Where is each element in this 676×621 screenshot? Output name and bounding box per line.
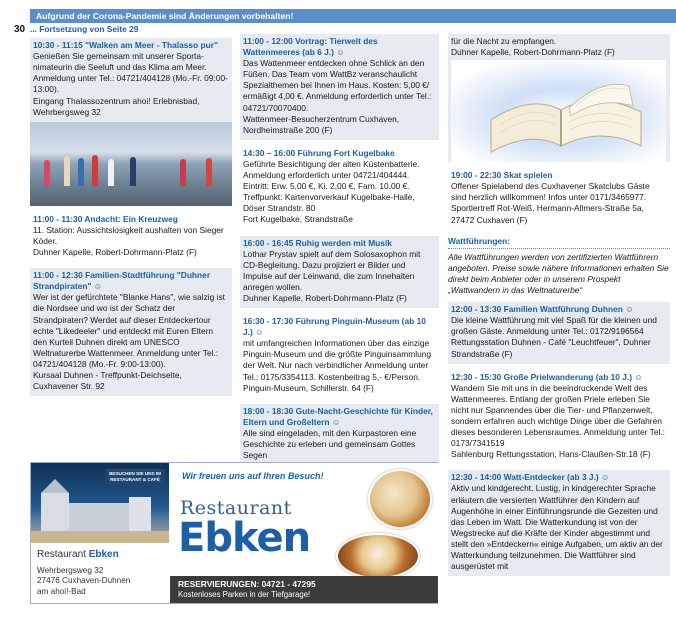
event-body: Das Wattenmeer entdecken ohne Schlick an den Füßen. Das Team vom WattBz veranschaulicht Spezialthemen bei Ihnen im Haus. Kosten: 5,00 €/ ermäßigt 4,00 €. Anmeldung erforderlich unter Tel.: 04721/70070400. xyxy=(243,58,432,113)
event-location: Rettungsstation Duhnen - Café "Leuchtfeuer", Duhner Strandstraße (F) xyxy=(451,337,651,359)
smiley-icon: ☺ xyxy=(336,47,345,58)
ad-visit-badge: BESUCHEN SIE UNS IM RESTAURANT & CAFÉ xyxy=(105,469,165,485)
event-title: 19:00 - 22:30 Skat spielen xyxy=(451,170,553,181)
event-location: Eingang Thalassozentrum ahoi! Erlebnisbad, Wehrbergsweg 32 xyxy=(33,95,200,117)
continued-note: ... Fortsetzung von Seite 29 xyxy=(30,24,139,34)
event-andacht xyxy=(30,212,232,262)
smiley-icon: ☺ xyxy=(255,327,264,338)
event-location: Kursaal Duhnen - Treffpunkt-Deichseite, Cuxhavener Str. 92 xyxy=(33,369,182,392)
event-location: Sahlenburg Rettungsstation, Hans-Claußen-Str.18 (F) xyxy=(451,449,651,460)
smiley-icon: ☺ xyxy=(625,304,634,315)
smiley-icon: ☺ xyxy=(93,281,103,292)
event-body: Wer ist der gefürchtete "Blanke Hans", wie salzig ist die Nordsee und wo ist der Schatz der Strandpiraten? Werdet auf dieser Entdeckertour echte "Likedeeler" und entdeckt mit Euren Eltern den Kurteil Duhnen direkt am UNESCO Weltnaturerbe Wattenmeer. Anmeldung unter Tel.: 04721/404128 (Mo.-Fr. 9:00-13:00). xyxy=(33,292,225,369)
ad-logo-ebken: Ebken xyxy=(178,515,311,561)
event-body: Genießen Sie gemeinsam mit unserer Sporta-nimateurin die Seeluft und das Klima am Meer. Anmeldung unter Tel.: 04721/404128 (Mo.-Fr. 09:00-13:00). xyxy=(33,51,228,95)
event-skat xyxy=(448,168,670,229)
event-body: mit umfangreichen Informationen über das einzige Pinguin-Museum und die größte Pinguinsammlung der Welt. Nur nach verbindlicher Anmeldung unter Tel.: 0175/3354113. Kostenbeitrag 5,- €/Person. xyxy=(243,338,432,382)
open-book-illustration xyxy=(451,60,666,162)
restaurant-ebken-ad xyxy=(30,462,438,604)
event-location: Duhner Kapelle, Robert-Dohrmann-Platz (F) xyxy=(451,47,615,58)
smiley-icon: ☺ xyxy=(634,371,643,382)
event-title: 18:00 - 18:30 Gute-Nacht-Geschichte für Kinder, Eltern und Großeltern ☺ xyxy=(243,405,433,427)
open-book-icon xyxy=(451,60,666,162)
column-3 xyxy=(448,24,670,582)
event-title: 12:30 - 14:00 Watt-Entdecker (ab 3 J.) ☺ xyxy=(451,472,610,483)
event-title: 12:30 - 15:30 Große Prielwanderung (ab 10 J.) ☺ xyxy=(451,371,643,382)
event-location: Duhner Kapelle, Robert-Dohrmann-Platz (F) xyxy=(243,292,407,303)
event-familien-wattfuehrung xyxy=(448,302,670,363)
event-body: Geführte Besichtigung der alten Küstenbatterie. Anmeldung erforderlich unter 04721/404444. Eintritt: Erw. 5,00 €, Ki. 2,00 €, Fam. 10,00 €. Treffpunkt: Kartenvorverkauf Kugelbake-Halle, Döser Strandstr. 80 xyxy=(243,158,420,214)
event-body: 11. Station: Aussichtslosigkeit aushalten von Sieger Köder. xyxy=(33,224,224,246)
event-title: 16:00 - 16:45 Ruhig werden mit Musik xyxy=(243,237,392,248)
ad-food-photo-2 xyxy=(336,533,420,579)
event-title: 12:00 - 13:30 Familien Wattführung Duhnen ☺ xyxy=(451,304,634,315)
corona-banner: Aufgrund der Corona-Pandemie sind Änderungen vorbehalten! xyxy=(30,9,676,23)
event-strandpiraten xyxy=(30,268,232,396)
event-title: 14:30 – 16:00 Führung Fort Kugelbake xyxy=(243,147,395,158)
event-location: Fort Kugelbake, Strandstraße xyxy=(243,214,353,225)
ad-welcome-text: Wir freuen uns auf Ihren Besuch! xyxy=(182,471,324,481)
event-fort-kugelbake xyxy=(240,146,439,230)
ad-main-panel xyxy=(170,463,438,603)
event-location: Pinguin-Museum, Schillerstr. 64 (F) xyxy=(243,382,374,393)
ad-restaurant-name: Restaurant Ebken xyxy=(37,549,119,560)
event-location: Wattenmeer-Besucherzentrum Cuxhaven, Nordheimstraße 200 (F) xyxy=(243,113,400,135)
event-vortrag-tierwelt xyxy=(240,34,439,140)
wattfuehrungen-heading: Wattführungen: xyxy=(448,236,670,249)
smiley-icon: ☺ xyxy=(331,416,341,427)
mudflat-walking-photo xyxy=(30,122,232,206)
ad-address: Wehrbergsweg 32 27476 Cuxhaven-Duhnen am ahoi!-Bad xyxy=(37,566,131,596)
event-body: für die Nacht zu empfangen. xyxy=(451,36,557,46)
event-ruhig-werden xyxy=(240,236,439,309)
event-watt-entdecker xyxy=(448,470,670,576)
event-location: Duhner Kapelle, Robert-Dohrmann-Platz (F) xyxy=(33,247,197,258)
event-body: Alle sind eingeladen, mit den Kurpastoren eine Geschichte zu erleben und gemeinsam Gottes Segen xyxy=(243,427,417,461)
event-pinguin-museum xyxy=(240,314,439,398)
event-title: 11:00 - 11:30 Andacht: Ein Kreuzweg xyxy=(33,213,178,224)
event-gute-nacht-continued xyxy=(448,34,670,162)
column-1 xyxy=(30,24,232,402)
ad-building-photo xyxy=(31,463,169,543)
ad-food-photo-1 xyxy=(368,469,432,529)
event-title: 11:00 - 12:00 Vortrag: Tierwelt des Wattenmeeres (ab 6 J.) ☺ xyxy=(243,36,378,58)
column-2 xyxy=(240,24,439,471)
event-title: 16:30 - 17:30 Führung Pinguin-Museum (ab 10 J.) ☺ xyxy=(243,316,426,338)
wattfuehrungen-intro: Alle Wattführungen werden von zertifizierten Wattführern angeboten. Preise sowie nähere Informationen erhalten Sie direkt beim Anbieter oder in unserem Prospekt „Wattwandern in das Weltnaturerbe“ xyxy=(448,251,669,296)
event-body: Offener Spielabend des Cuxhavener Skatclubs Gäste sind herzlich willkommen! Infos unter 0171/3465977. xyxy=(451,181,650,203)
event-title: 10:30 - 11:15 "Walken am Meer - Thalasso pur" xyxy=(33,40,218,51)
smiley-icon: ☺ xyxy=(601,472,610,483)
event-walken-am-meer xyxy=(30,38,232,206)
event-body: Wandern Sie mit uns in die beeindruckende Welt des Wattenmeeres. Entlang der großen Priele erleben Sie nicht nur Spannendes über die Tier- und Pflanzenwelt, sondern erfahren auch wichtige Dinge über die Gefahren dieses besonderen Lebensraumes. Anmeldung unter Tel.: 0173/7341519 xyxy=(451,382,666,449)
ad-logo-restaurant: Restaurant xyxy=(180,497,292,519)
event-title: 11:00 - 12:30 Familien-Stadtführung "Duhner Strandpiraten" ☺ xyxy=(33,270,211,292)
event-body: Lothar Prystav spielt auf dem Solosaxophon mit CD-Begleitung. Dazu projiziert er Bilder und Impulse auf der Leinwand, die zum Innehalten anregen wollen. xyxy=(243,248,421,292)
ad-reservation-bar: RESERVIERUNGEN: 04721 - 47295 Kostenloses Parken in der Tiefgarage! xyxy=(170,576,438,603)
page-number: 30 xyxy=(14,24,26,35)
event-gute-nacht xyxy=(240,404,439,465)
event-body: Aktiv und kindgerecht. Lustig, in kindgerechter Sprache erläutern die versierten Wattführer den Kindern auf Augenhöhe in einer Einführungsrunde die Gezeiten und das Leben im Watt. Die Watterkundung ist von der Wegstrecke auf die Kräfte der Kinder abgestimmt und stellt den »Entdeckern« einige Aufgaben, um aktiv an der Watterkundung teilzunehmen. Die Wattführer sind ausgerüstet mit xyxy=(451,483,663,572)
ad-left-panel xyxy=(31,463,169,603)
event-body: Die kleine Wattführung mit viel Spaß für die kleinen und großen Gäste. Anmeldung unter Tel.: 0172/9196564 xyxy=(451,315,657,337)
event-location: Sportlertreff Rot-Weiß, Hermann-Allmers-Straße 5a, 27472 Cuxhaven (F) xyxy=(451,203,644,225)
event-prielwanderung xyxy=(448,370,670,465)
